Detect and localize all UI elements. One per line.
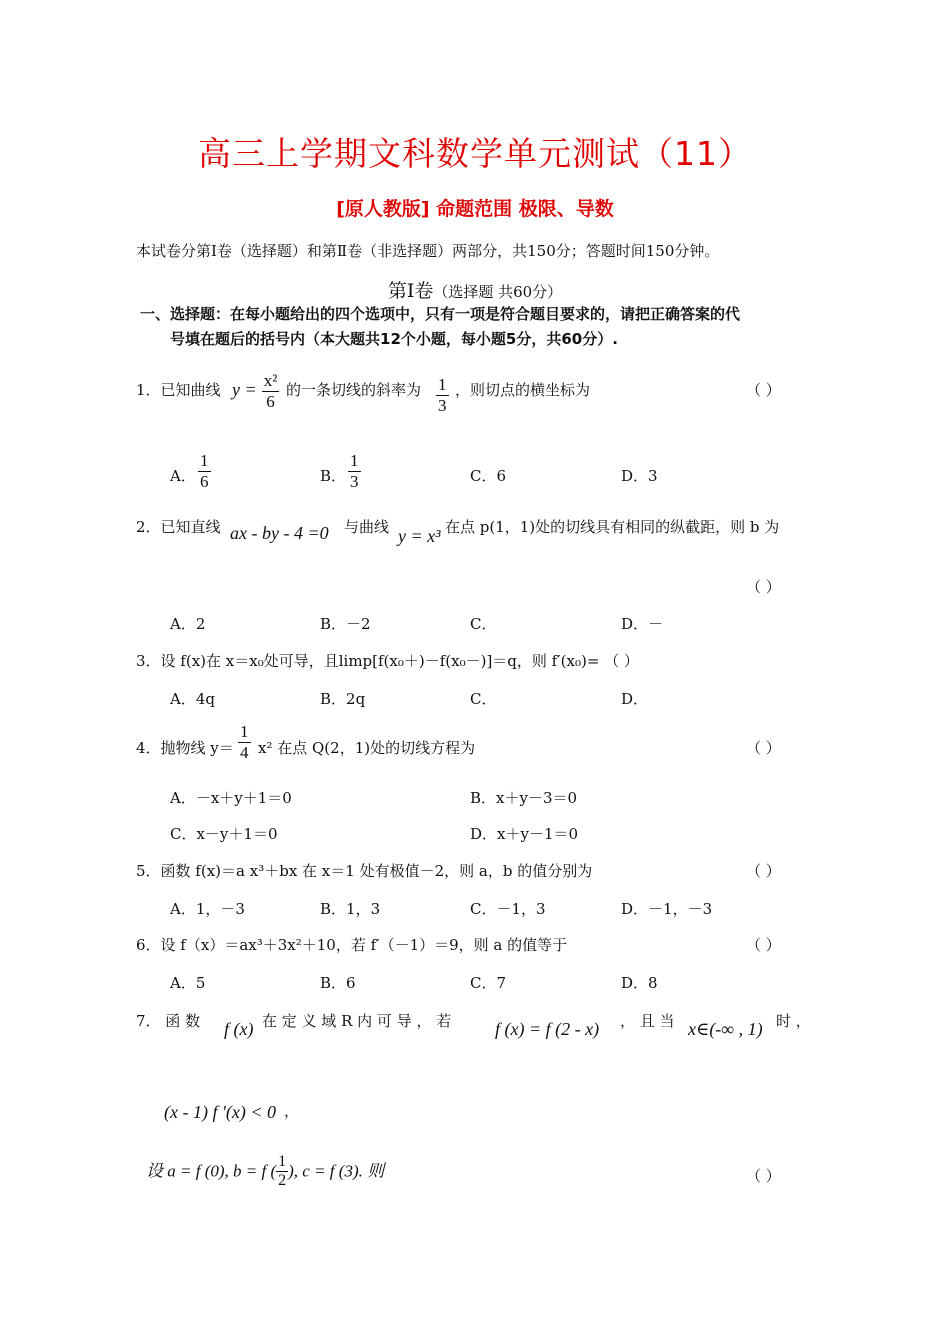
part-heading-main: 第Ⅰ卷 [387, 280, 434, 302]
q5-option-b: B．1，3 [320, 900, 381, 918]
section-instruction-line1: 一、选择题：在每小题给出的四个选项中，只有一项是符合题目要求的，请把正确答案的代 [140, 305, 741, 323]
q7-definitions: 设 a = f (0), b = f ( $\frac{1}{2}$ ), c = f (3). 则 [146, 1153, 385, 1190]
q1-curve-fraction: $\frac{\text{x²}}{6}$ [263, 371, 278, 411]
q7-symmetry-equation: f (x) = f (2 - x) [495, 1019, 600, 1039]
q2-line-equation: ax - by - 4 =0 [230, 523, 329, 543]
q4-option-c: C．x－y＋1＝0 [170, 825, 278, 843]
page-title: 高三上学期文科数学单元测试（11） [198, 134, 752, 173]
q2-option-d: D．－ [621, 615, 664, 633]
q1-option-c: C．6 [470, 467, 507, 485]
q7-function: f (x) [224, 1019, 254, 1039]
q2-stem-tail: 在点 p(1，1)处的切线具有相同的纵截距，则 b 为 [445, 518, 780, 536]
part-heading [0, 276, 950, 303]
q1-curve-equation: y = $\frac{\text{x²}}{6}$ [232, 371, 278, 411]
q7-condition-tail: ， [284, 1102, 300, 1120]
q5-option-c: C．－1，3 [470, 900, 546, 918]
q1-option-a-value: $\frac{1}{6}$ [200, 451, 209, 491]
q2-stem-start: 2．已知直线 [136, 518, 221, 536]
q6-option-d: D．8 [621, 974, 658, 992]
q7-condition: (x - 1) f ′(x) < 0 [164, 1102, 277, 1122]
q4-stem-tail: x² 在点 Q(2，1)处的切线方程为 [258, 739, 476, 757]
q5-option-d: D．－1，－3 [621, 900, 713, 918]
q3-option-d: D． [621, 690, 649, 708]
q6-option-a: A．5 [170, 974, 206, 992]
q5-answer-blank[interactable]: （ ） [746, 862, 781, 880]
q5-stem: 5．函数 f(x)＝a x³＋bx 在 x＝1 处有极值－2，则 a，b 的值分别为 [136, 862, 593, 880]
q1-option-b-value: $\frac{1}{3}$ [350, 451, 359, 491]
q1-option-d: D．3 [621, 467, 658, 485]
q6-option-c: C．7 [470, 974, 507, 992]
q7-stem-end: 时 ， [776, 1012, 811, 1030]
q6-answer-blank[interactable]: （ ） [746, 936, 781, 954]
page-subtitle: [原人教版] 命题范围 极限、导数 [336, 198, 614, 220]
q7-stem-mid2: ， 且 当 [620, 1012, 675, 1030]
q7-stem-mid1: 在 定 义 域 R 内 可 导 ， 若 [262, 1012, 452, 1030]
q1-option-a-label: A． [170, 467, 196, 485]
q4-option-b: B．x＋y－3＝0 [470, 789, 578, 807]
q4-option-d: D．x＋y－1＝0 [470, 825, 579, 843]
q2-answer-blank[interactable]: （ ） [746, 578, 781, 596]
q2-curve-equation: y = x³ [398, 526, 441, 546]
q3-option-b: B．2q [320, 690, 366, 708]
q6-stem: 6．设 f（x）＝ax³＋3x²＋10，若 f′（－1）＝9，则 a 的值等于 [136, 936, 568, 954]
section-instruction-line2: 号填在题后的括号内（本大题共12个小题，每小题5分，共60分）. [170, 330, 618, 348]
q4-answer-blank[interactable]: （ ） [746, 739, 781, 757]
part-heading-note: （选择题 共60分） [433, 283, 563, 301]
q1-option-b-label: B． [320, 467, 347, 485]
q7-interval: x∈(-∞ , 1) [688, 1019, 763, 1039]
q5-option-a: A．1，－3 [170, 900, 245, 918]
q4-stem-start: 4．抛物线 y＝ [136, 739, 234, 757]
q4-option-a: A．－x＋y＋1＝0 [170, 789, 292, 807]
q7-stem-start: 7． 函 数 [136, 1012, 201, 1030]
q3-option-c: C． [470, 690, 497, 708]
q1-slope-fraction: $\frac{1}{3}$ [438, 375, 447, 415]
q2-option-b: B．－2 [320, 615, 371, 633]
intro-text: 本试卷分第Ⅰ卷（选择题）和第Ⅱ卷（非选择题）两部分，共150分；答题时间150分钟。 [136, 242, 720, 260]
q1-stem-mid: 的一条切线的斜率为 [286, 381, 422, 399]
q4-fraction: $\frac{1}{4}$ [240, 722, 249, 762]
q6-option-b: B．6 [320, 974, 356, 992]
q3-stem: 3．设 f(x)在 x＝x₀处可导，且limp[f(x₀＋)－f(x₀－)]＝q，则 f′(x₀)= （ ） [136, 652, 639, 670]
q7-answer-blank[interactable]: （ ） [746, 1167, 781, 1185]
q2-option-a: A．2 [170, 615, 206, 633]
q3-option-a: A．4q [170, 690, 215, 708]
q1-answer-blank[interactable]: （ ） [746, 381, 781, 399]
q1-stem-start: 1．已知曲线 [136, 381, 221, 399]
q2-option-c: C． [470, 615, 497, 633]
q2-stem-mid: 与曲线 [344, 518, 390, 536]
q1-stem-tail: ，则切点的横坐标为 [455, 381, 591, 399]
